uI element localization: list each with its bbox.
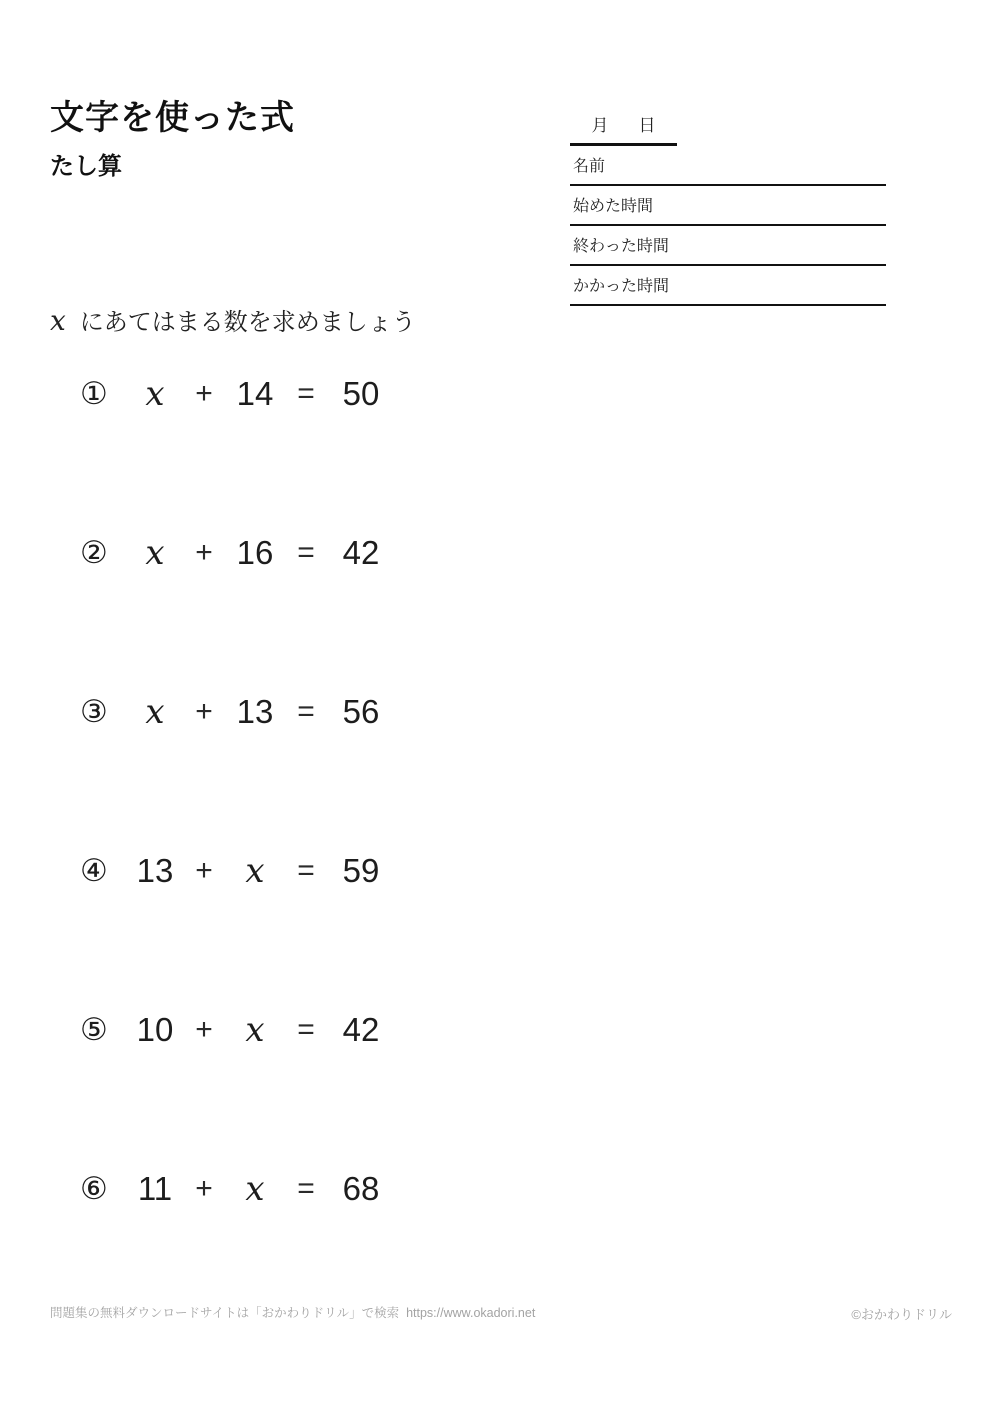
problem-3-left-operand: x — [145, 692, 165, 732]
equals-sign: = — [297, 536, 315, 569]
problem-1-number-icon: ① — [80, 376, 108, 411]
elapsed-time-field — [570, 266, 886, 306]
problem-row-6 — [78, 1167, 404, 1211]
problem-5-left-operand: 10 — [136, 1011, 174, 1048]
plus-sign: + — [195, 854, 213, 887]
instruction-text: にあてはまる数を求めましょう — [79, 309, 416, 336]
problem-row-1 — [78, 372, 404, 416]
end-time-field-label: 終わった時間 — [573, 238, 669, 255]
problem-5-result: 42 — [342, 1011, 380, 1048]
equals-sign: = — [297, 1172, 315, 1205]
name-field-label: 名前 — [573, 158, 606, 175]
problem-row-3 — [78, 690, 404, 734]
problem-1-result: 50 — [342, 375, 380, 412]
problem-2-left-operand: x — [145, 533, 165, 573]
problem-list — [78, 372, 404, 1211]
name-time-form — [570, 111, 886, 306]
instruction-variable: x — [50, 304, 66, 337]
problem-6-right-operand: x — [245, 1169, 265, 1209]
end-time-field — [570, 226, 886, 266]
problem-6-number-icon: ⑥ — [80, 1171, 108, 1206]
plus-sign: + — [195, 377, 213, 410]
problem-4-number-icon: ④ — [80, 853, 108, 888]
problem-3-number-icon: ③ — [80, 694, 108, 729]
page-subtitle: たし算 — [50, 153, 122, 181]
day-label: 日 — [638, 116, 656, 135]
instruction-line — [50, 302, 416, 337]
problem-5-right-operand: x — [245, 1010, 265, 1050]
footer-copyright: ©おかわりドリル — [851, 1307, 952, 1322]
month-label: 月 — [591, 116, 609, 135]
problem-row-4 — [78, 849, 404, 893]
problem-row-2 — [78, 531, 404, 575]
problem-2-right-operand: 16 — [236, 534, 274, 571]
equals-sign: = — [297, 377, 315, 410]
elapsed-time-field-label: かかった時間 — [573, 278, 670, 295]
start-time-field — [570, 186, 886, 226]
worksheet-header — [50, 100, 295, 181]
problem-5-number-icon: ⑤ — [80, 1012, 108, 1047]
problem-row-5 — [78, 1008, 404, 1052]
problem-2-number-icon: ② — [80, 535, 108, 570]
plus-sign: + — [195, 695, 213, 728]
problem-4-left-operand: 13 — [136, 852, 174, 889]
problem-4-right-operand: x — [245, 851, 265, 891]
problem-1-left-operand: x — [145, 374, 165, 414]
plus-sign: + — [195, 1172, 213, 1205]
plus-sign: + — [195, 1013, 213, 1046]
problem-6-left-operand: 11 — [137, 1170, 173, 1207]
plus-sign: + — [195, 536, 213, 569]
equals-sign: = — [297, 695, 315, 728]
problem-6-result: 68 — [342, 1170, 380, 1207]
problem-1-right-operand: 14 — [236, 375, 274, 412]
footer-site-note: 問題集の無料ダウンロードサイトは「おかわりドリル」で検索 https://www.okadori.net — [50, 1306, 536, 1320]
start-time-field-label: 始めた時間 — [573, 198, 654, 215]
page-title: 文字を使った式 — [50, 99, 295, 137]
problem-2-result: 42 — [342, 534, 380, 571]
equals-sign: = — [297, 1013, 315, 1046]
date-row — [570, 111, 677, 146]
problem-3-result: 56 — [342, 693, 380, 730]
name-field — [570, 146, 886, 186]
problem-3-right-operand: 13 — [236, 693, 274, 730]
equals-sign: = — [297, 854, 315, 887]
problem-4-result: 59 — [342, 852, 380, 889]
